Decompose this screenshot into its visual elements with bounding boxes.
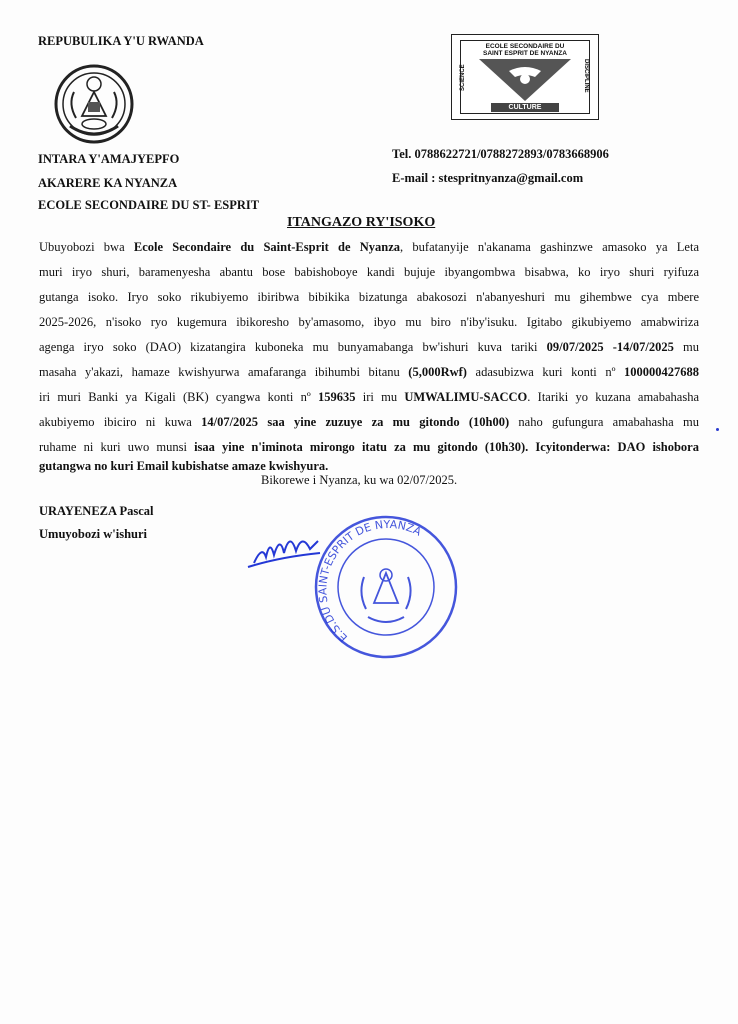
body-line-6: masaha y'akazi, hamaze kwishyurwa amafaranga ibihumbi bitanu (5,000Rwf) adasubizwa kuri konti nº 100000427688	[39, 365, 699, 379]
body-line-9: ruhame ni kuri uwo munsi isaa yine n'iminota mirongo itatu za mu gitondo (10h30). Icyitonderwa: DAO ishobora	[39, 440, 699, 454]
signatory-name: URAYENEZA Pascal	[39, 504, 154, 518]
body-line-2: muri iryo shuri, baramenyesha abantu bose babishoboye kandi bujuje ibyangombwa bisabwa, ko iryo shuri ryifuza	[39, 265, 699, 279]
ink-dot	[716, 428, 719, 431]
email-line: E-mail : stespritnyanza@gmail.com	[392, 171, 584, 185]
district-heading: AKARERE KA NYANZA	[38, 176, 178, 190]
svg-text:E.S.DU SAINT-ESPRIT DE NYANZA	[316, 518, 424, 644]
school-logo-emblem-icon	[475, 57, 575, 103]
signature-scribble-icon	[248, 541, 320, 567]
republic-heading: REPUBULIKA Y'U RWANDA	[38, 34, 204, 48]
school-logo-right-text: DISCIPLINE	[583, 59, 589, 93]
body-line-5: agenga iryo soko (DAO) kizatangira kuboneka mu bunyamabanga bw'ishuri kuva tariki 09/07/2025 -14/07/2025 mu	[39, 340, 699, 354]
school-logo	[451, 34, 599, 120]
stamp-ring-text: E.S.DU SAINT-ESPRIT DE NYANZA	[316, 517, 424, 645]
school-logo-bottom-text: CULTURE	[491, 103, 559, 112]
school-logo-top-text: ECOLE SECONDAIRE DU SAINT ESPRIT DE NYANZA	[483, 43, 567, 57]
notice-title: ITANGAZO RY'ISOKO	[287, 215, 436, 230]
school-logo-left-text: SCIENCE	[460, 64, 466, 91]
province-heading: INTARA Y'AMAJYEPFO	[38, 152, 180, 166]
body-line-1: Ubuyobozi bwa Ecole Secondaire du Saint-Esprit de Nyanza, bufatanyije n'akanama gashinzwe amasoko ya Leta	[39, 240, 700, 254]
official-stamp	[240, 505, 470, 665]
body-line-3: gutanga isoko. Iryo soko rikubiyemo ibiribwa bibikika bizatunga abakosozi n'abanyeshuri mu gihembwe cya mbere	[39, 290, 699, 304]
signatory-role: Umuyobozi w'ishuri	[39, 527, 148, 541]
body-line-10: gutangwa no kuri Email kubishatse amaze kwishyura.	[39, 459, 329, 473]
school-heading: ECOLE SECONDAIRE DU ST- ESPRIT	[38, 198, 260, 212]
body-line-4: 2025-2026, n'isoko ryo kugemura ibikoresho by'amasomo, ibyo mu biro n'iby'isuku. Igitabo gikubiyemo amabwiriza	[39, 315, 699, 329]
date-line: Bikorewe i Nyanza, ku wa 02/07/2025.	[261, 473, 458, 487]
body-line-8: akubiyemo ibiciro ni kuwa 14/07/2025 saa yine zuzuye za mu gitondo (10h00) naho gufungura amabahasha mu	[39, 415, 699, 429]
rwanda-emblem-icon	[44, 62, 144, 146]
telephone-line: Tel. 0788622721/0788272893/0783668906	[392, 147, 609, 161]
body-line-7: iri muri Banki ya Kigali (BK) cyangwa konti nº 159635 iri mu UMWALIMU-SACCO. Itariki yo kuzana amabahasha	[39, 390, 699, 404]
stamp-emblem-icon	[361, 569, 410, 622]
